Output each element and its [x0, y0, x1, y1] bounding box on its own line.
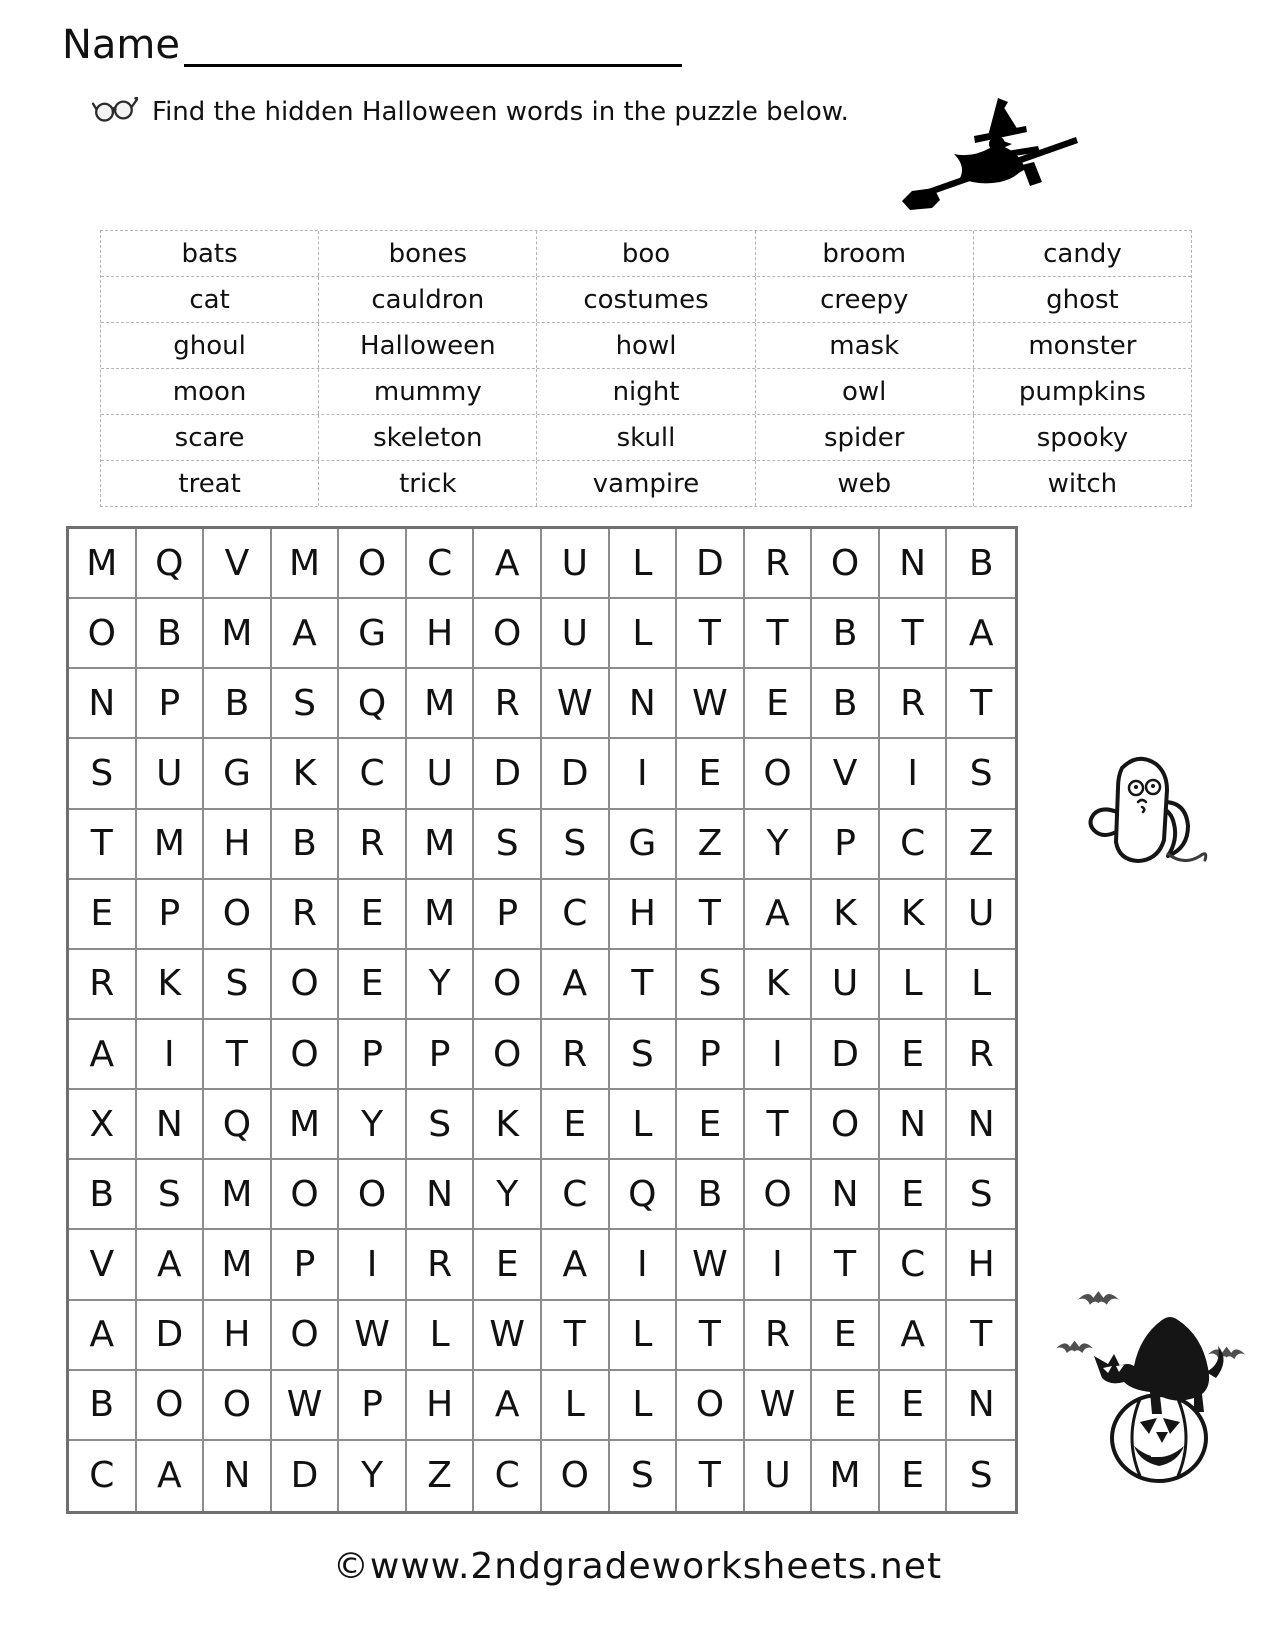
grid-cell: P [474, 880, 542, 950]
grid-cell: Q [137, 529, 205, 599]
grid-cell: D [677, 529, 745, 599]
word-bank-word: ghoul [101, 323, 319, 368]
grid-cell: B [272, 810, 340, 880]
grid-cell: A [542, 1230, 610, 1300]
grid-cell: L [610, 1371, 678, 1441]
grid-cell: N [880, 1090, 948, 1160]
word-bank-word: owl [756, 369, 974, 414]
word-bank-word: spider [756, 415, 974, 460]
grid-cell: L [610, 1090, 678, 1160]
grid-cell: C [69, 1441, 137, 1511]
grid-cell: E [677, 739, 745, 809]
grid-cell: W [677, 1230, 745, 1300]
grid-cell: C [880, 810, 948, 880]
grid-cell: H [204, 1301, 272, 1371]
word-bank-word: web [756, 461, 974, 506]
grid-cell: E [812, 1301, 880, 1371]
grid-cell: R [745, 529, 813, 599]
word-bank-word: witch [1047, 468, 1118, 499]
grid-cell: S [69, 739, 137, 809]
grid-cell: O [812, 1090, 880, 1160]
word-bank-word: monster [1028, 330, 1137, 361]
grid-cell: O [204, 1371, 272, 1441]
grid-cell: P [677, 1020, 745, 1090]
grid-cell: E [880, 1160, 948, 1230]
grid-cell: H [204, 810, 272, 880]
name-row [62, 20, 682, 67]
grid-cell: Q [339, 669, 407, 739]
grid-cell: N [610, 669, 678, 739]
grid-cell: M [204, 1160, 272, 1230]
grid-cell: Z [947, 810, 1015, 880]
grid-cell: I [137, 1020, 205, 1090]
grid-cell: L [610, 1301, 678, 1371]
grid-cell: O [474, 1020, 542, 1090]
grid-cell: S [610, 1441, 678, 1511]
grid-cell: P [339, 1371, 407, 1441]
grid-cell: Y [745, 810, 813, 880]
grid-cell: D [812, 1020, 880, 1090]
word-bank-word: scare [101, 415, 319, 460]
grid-cell: C [407, 529, 475, 599]
grid-cell: U [812, 950, 880, 1020]
grid-cell: A [745, 880, 813, 950]
word-bank-word: cat [101, 277, 319, 322]
grid-cell: T [677, 880, 745, 950]
grid-cell: H [407, 599, 475, 669]
grid-cell: I [610, 739, 678, 809]
grid-cell: L [542, 1371, 610, 1441]
grid-cell: I [880, 739, 948, 809]
grid-cell: T [880, 599, 948, 669]
grid-cell: O [812, 529, 880, 599]
grid-cell: D [474, 739, 542, 809]
word-bank-word: bones [319, 231, 537, 276]
word-bank-word: bats [101, 231, 319, 276]
grid-cell: M [407, 880, 475, 950]
grid-cell: R [880, 669, 948, 739]
grid-cell: M [407, 810, 475, 880]
grid-cell: R [474, 669, 542, 739]
grid-cell: B [812, 669, 880, 739]
grid-cell: E [880, 1371, 948, 1441]
word-bank-word: skull [537, 415, 755, 460]
word-search-grid [66, 526, 1018, 1514]
grid-cell: M [272, 1090, 340, 1160]
grid-cell: T [677, 1441, 745, 1511]
grid-cell: O [272, 1301, 340, 1371]
grid-cell: T [947, 1301, 1015, 1371]
grid-cell: V [204, 529, 272, 599]
grid-cell: M [204, 1230, 272, 1300]
grid-cell: L [610, 529, 678, 599]
word-bank-row [101, 461, 1191, 506]
grid-cell: D [137, 1301, 205, 1371]
grid-cell: W [272, 1371, 340, 1441]
grid-cell: O [272, 950, 340, 1020]
grid-cell: A [947, 599, 1015, 669]
grid-cell: O [69, 599, 137, 669]
grid-cell: T [812, 1230, 880, 1300]
word-bank-word: mummy [319, 369, 537, 414]
word-bank-word: creepy [756, 277, 974, 322]
grid-cell: B [137, 599, 205, 669]
word-bank-table [100, 230, 1192, 507]
grid-cell: U [542, 599, 610, 669]
grid-cell: U [542, 529, 610, 599]
glasses-icon [92, 96, 138, 128]
grid-cell: Z [677, 810, 745, 880]
grid-cell: U [407, 739, 475, 809]
grid-cell: S [947, 1160, 1015, 1230]
word-bank-row [101, 277, 1191, 323]
word-bank-word: trick [319, 461, 537, 506]
word-bank-row [101, 369, 1191, 415]
grid-cell: A [272, 599, 340, 669]
grid-cell: K [272, 739, 340, 809]
grid-cell: T [610, 950, 678, 1020]
grid-cell: O [272, 1020, 340, 1090]
grid-cell: N [947, 1090, 1015, 1160]
grid-cell: B [812, 599, 880, 669]
grid-cell: E [339, 950, 407, 1020]
grid-cell: R [339, 810, 407, 880]
grid-cell: O [204, 880, 272, 950]
grid-cell: O [677, 1371, 745, 1441]
grid-cell: C [339, 739, 407, 809]
word-bank-word: vampire [537, 461, 755, 506]
grid-cell: V [69, 1230, 137, 1300]
grid-cell: O [339, 1160, 407, 1230]
word-bank-body [101, 231, 1191, 506]
grid-cell: T [745, 1090, 813, 1160]
grid-cell: Y [339, 1441, 407, 1511]
grid-cell: S [969, 1455, 993, 1497]
grid-cell: C [880, 1230, 948, 1300]
grid-cell: B [677, 1160, 745, 1230]
grid-cell: A [542, 950, 610, 1020]
grid-cell: B [69, 1160, 137, 1230]
grid-cell: M [407, 669, 475, 739]
grid-cell: P [137, 880, 205, 950]
grid-cell: M [272, 529, 340, 599]
grid-cell: S [610, 1020, 678, 1090]
grid-cell: O [474, 950, 542, 1020]
grid-cell: I [745, 1230, 813, 1300]
grid-cell: A [137, 1230, 205, 1300]
grid-cell: U [137, 739, 205, 809]
word-bank-word: Halloween [319, 323, 537, 368]
grid-cell: L [407, 1301, 475, 1371]
grid-cell: O [745, 1160, 813, 1230]
grid-cell: V [812, 739, 880, 809]
grid-cell: C [542, 1160, 610, 1230]
grid-cell: H [407, 1371, 475, 1441]
grid-cell: P [339, 1020, 407, 1090]
grid-cell: Q [610, 1160, 678, 1230]
grid-cell: Z [407, 1441, 475, 1511]
witch-on-broom-icon [902, 88, 1087, 222]
grid-cell: N [407, 1160, 475, 1230]
grid-cell: E [880, 1441, 948, 1511]
grid-cell: P [272, 1230, 340, 1300]
grid-cell: E [745, 669, 813, 739]
grid-cell: E [339, 880, 407, 950]
grid-cell: A [474, 1371, 542, 1441]
grid-cell: U [745, 1441, 813, 1511]
grid-cell: X [69, 1090, 137, 1160]
grid-cell: H [610, 880, 678, 950]
grid-cell: O [137, 1371, 205, 1441]
word-bank-word: candy [1043, 238, 1122, 269]
grid-cell: U [947, 880, 1015, 950]
grid-cell: E [880, 1020, 948, 1090]
grid-cell: T [677, 1301, 745, 1371]
grid-cell: G [204, 739, 272, 809]
grid-cell: A [137, 1441, 205, 1511]
grid-cell: W [339, 1301, 407, 1371]
grid-cell: H [947, 1230, 1015, 1300]
grid-cell: N [880, 529, 948, 599]
word-bank-row [101, 323, 1191, 369]
grid-cell: W [542, 669, 610, 739]
grid-cell: I [339, 1230, 407, 1300]
word-bank-word: pumpkins [1018, 376, 1146, 407]
word-bank-word: moon [101, 369, 319, 414]
grid-cell: I [745, 1020, 813, 1090]
grid-cell: B [204, 669, 272, 739]
word-bank-word: cauldron [319, 277, 537, 322]
grid-cell: E [474, 1230, 542, 1300]
grid-cell: C [542, 880, 610, 950]
grid-cell: K [812, 880, 880, 950]
grid-cell: I [610, 1230, 678, 1300]
grid-cell: S [407, 1090, 475, 1160]
grid-cell: S [474, 810, 542, 880]
grid-cell: B [69, 1371, 137, 1441]
grid-cell: D [272, 1441, 340, 1511]
grid-cell: R [407, 1230, 475, 1300]
grid-cell: B [947, 529, 1015, 599]
grid-cell: G [610, 810, 678, 880]
grid-cell: W [474, 1301, 542, 1371]
grid-cell: S [947, 739, 1015, 809]
grid-cell: K [474, 1090, 542, 1160]
grid-cell: O [745, 739, 813, 809]
grid-cell: G [339, 599, 407, 669]
grid-cell: Y [339, 1090, 407, 1160]
grid-cell: L [947, 950, 1015, 1020]
grid-cell: S [272, 669, 340, 739]
grid-cell: P [407, 1020, 475, 1090]
grid-cell: P [812, 810, 880, 880]
grid-cell: T [204, 1020, 272, 1090]
grid-cell: Q [204, 1090, 272, 1160]
grid-cell: K [137, 950, 205, 1020]
grid-cell: T [542, 1301, 610, 1371]
grid-cell: N [812, 1160, 880, 1230]
word-bank-word: mask [756, 323, 974, 368]
grid-cell: N [137, 1090, 205, 1160]
grid-cell: A [69, 1020, 137, 1090]
word-bank-word: howl [537, 323, 755, 368]
black-cat-on-pumpkin-icon [1056, 1280, 1256, 1489]
word-bank-word: treat [101, 461, 319, 506]
grid-cell: Y [407, 950, 475, 1020]
grid-cell: R [272, 880, 340, 950]
word-bank-word: night [537, 369, 755, 414]
grid-cell: L [880, 950, 948, 1020]
grid-cell: E [677, 1090, 745, 1160]
footer-credit: ©www.2ndgradeworksheets.net [332, 1546, 943, 1587]
grid-cell: Y [474, 1160, 542, 1230]
grid-cell: S [137, 1160, 205, 1230]
word-bank-word: costumes [537, 277, 755, 322]
grid-cell: W [745, 1371, 813, 1441]
grid-cell: T [947, 669, 1015, 739]
word-bank-word: broom [756, 231, 974, 276]
grid-cell: R [542, 1020, 610, 1090]
grid-cell: S [542, 810, 610, 880]
grid-cell: O [474, 599, 542, 669]
grid-cell: O [542, 1441, 610, 1511]
name-write-line [184, 20, 682, 67]
grid-cell: P [137, 669, 205, 739]
grid-cell: M [812, 1441, 880, 1511]
grid-cell: O [272, 1160, 340, 1230]
ghost-icon [1072, 750, 1212, 879]
word-bank-row [101, 415, 1191, 461]
grid-cell: N [947, 1371, 1015, 1441]
word-bank-word: ghost [1046, 284, 1119, 315]
grid-cell: E [542, 1090, 610, 1160]
grid-cell: O [339, 529, 407, 599]
grid-cell: T [745, 599, 813, 669]
grid-cell: M [204, 599, 272, 669]
grid-cell: L [610, 599, 678, 669]
grid-cell: M [137, 810, 205, 880]
grid-cell: C [474, 1441, 542, 1511]
grid-cell: N [204, 1441, 272, 1511]
grid-cell: K [745, 950, 813, 1020]
grid-cell: R [947, 1020, 1015, 1090]
grid-cell: N [69, 669, 137, 739]
grid-cell: K [880, 880, 948, 950]
grid-cell: S [204, 950, 272, 1020]
grid-cell: R [745, 1301, 813, 1371]
grid-cell: W [677, 669, 745, 739]
name-label: Name [62, 22, 181, 68]
grid-cell: T [677, 599, 745, 669]
grid-cell: D [542, 739, 610, 809]
word-bank-row [101, 231, 1191, 277]
word-bank-word: skeleton [319, 415, 537, 460]
instruction-row [92, 96, 849, 128]
grid-cell: R [69, 950, 137, 1020]
grid-cell: M [69, 529, 137, 599]
grid-cell: S [677, 950, 745, 1020]
word-bank-word: spooky [1036, 422, 1129, 453]
grid-cell: T [69, 810, 137, 880]
grid-cell: A [69, 1301, 137, 1371]
grid-cell: E [812, 1371, 880, 1441]
grid-cell: E [69, 880, 137, 950]
grid-cell: A [474, 529, 542, 599]
grid-cell: A [880, 1301, 948, 1371]
instruction-text: Find the hidden Halloween words in the puzzle below. [152, 97, 849, 127]
word-bank-word: boo [537, 231, 755, 276]
